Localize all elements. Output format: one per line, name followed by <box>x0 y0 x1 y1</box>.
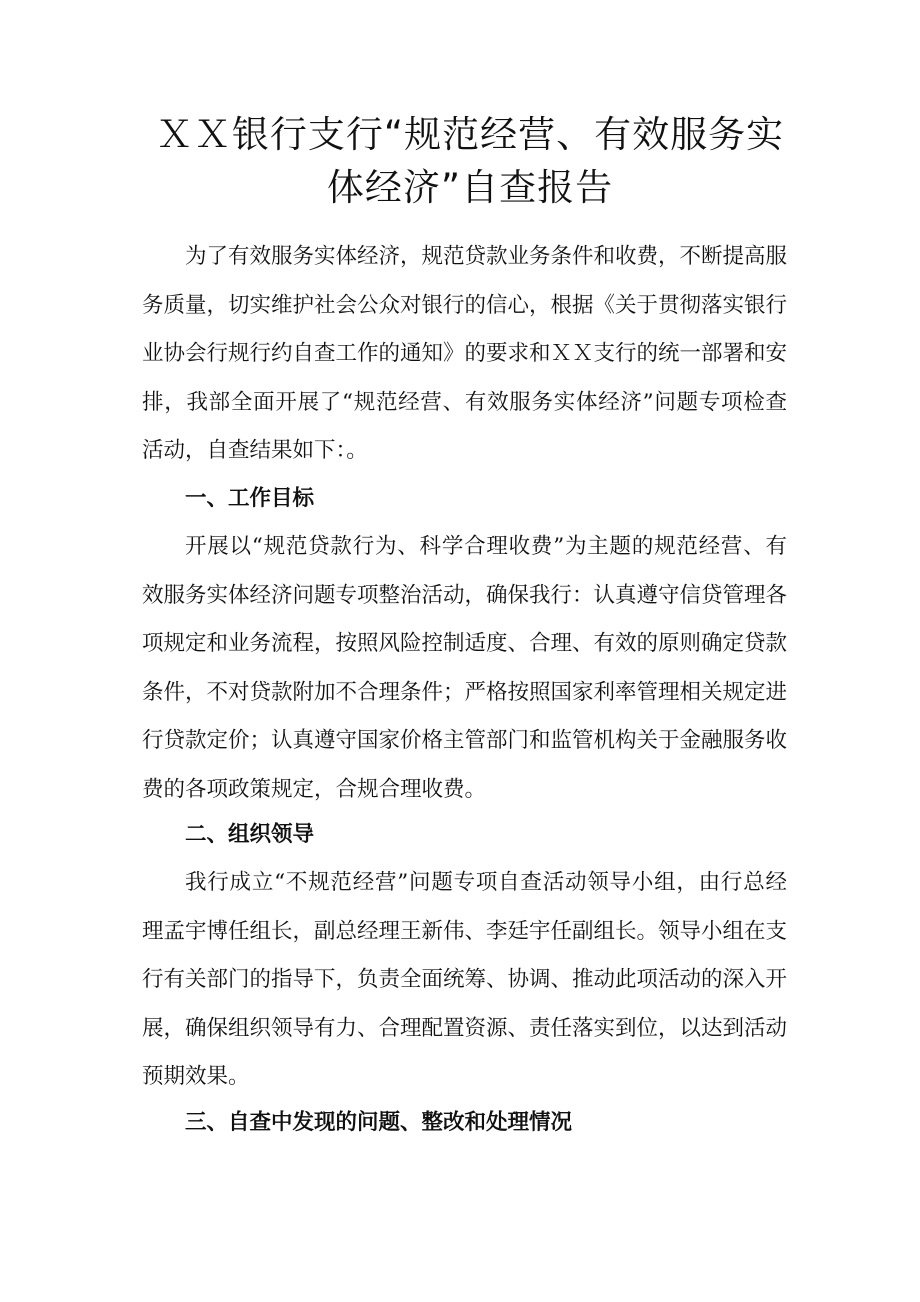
section-heading-goals: 一、工作目标 <box>185 486 315 511</box>
section-body-goals: 开展以“规范贷款行为、科学合理收费”为主题的规范经营、有效服务实体经济问题专项整治活动，确保我行：认真遵守信贷管理各项规定和业务流程，按照风险控制适度、合理、有效的原则确定贷款条件，不对贷款附加不合理条件；严格按照国家利率管理相关规定进行贷款定价；认真遵守国家价格主管部门和监管机构关于金融服务收费的各项政策规定，合规合理收费。 <box>142 534 788 802</box>
intro-paragraph: 为了有效服务实体经济，规范贷款业务条件和收费，不断提高服务质量，切实维护社会公众对银行的信心，根据《关于贯彻落实银行业协会行规行约自查工作的通知》的要求和ＸＸ支行的统一部署和安排，我部全面开展了“规范经营、有效服务实体经济”问题专项检查活动，自查结果如下：。 <box>142 244 788 463</box>
section-body-leadership: 我行成立“不规范经营”问题专项自查活动领导小组，由行总经理孟宇博任组长，副总经理王新伟、李廷宇任副组长。领导小组在支行有关部门的指导下，负责全面统筹、协调、推动此项活动的深入开展，确保组织领导有力、合理配置资源、责任落实到位，以达到活动预期效果。 <box>142 870 788 1089</box>
section-heading-leadership: 二、组织领导 <box>185 822 315 847</box>
section-heading-issues: 三、自查中发现的问题、整改和处理情况 <box>185 1110 573 1135</box>
document-title: ＸＸ银行支行“规范经营、有效服务实体经济”自查报告 <box>155 113 785 209</box>
